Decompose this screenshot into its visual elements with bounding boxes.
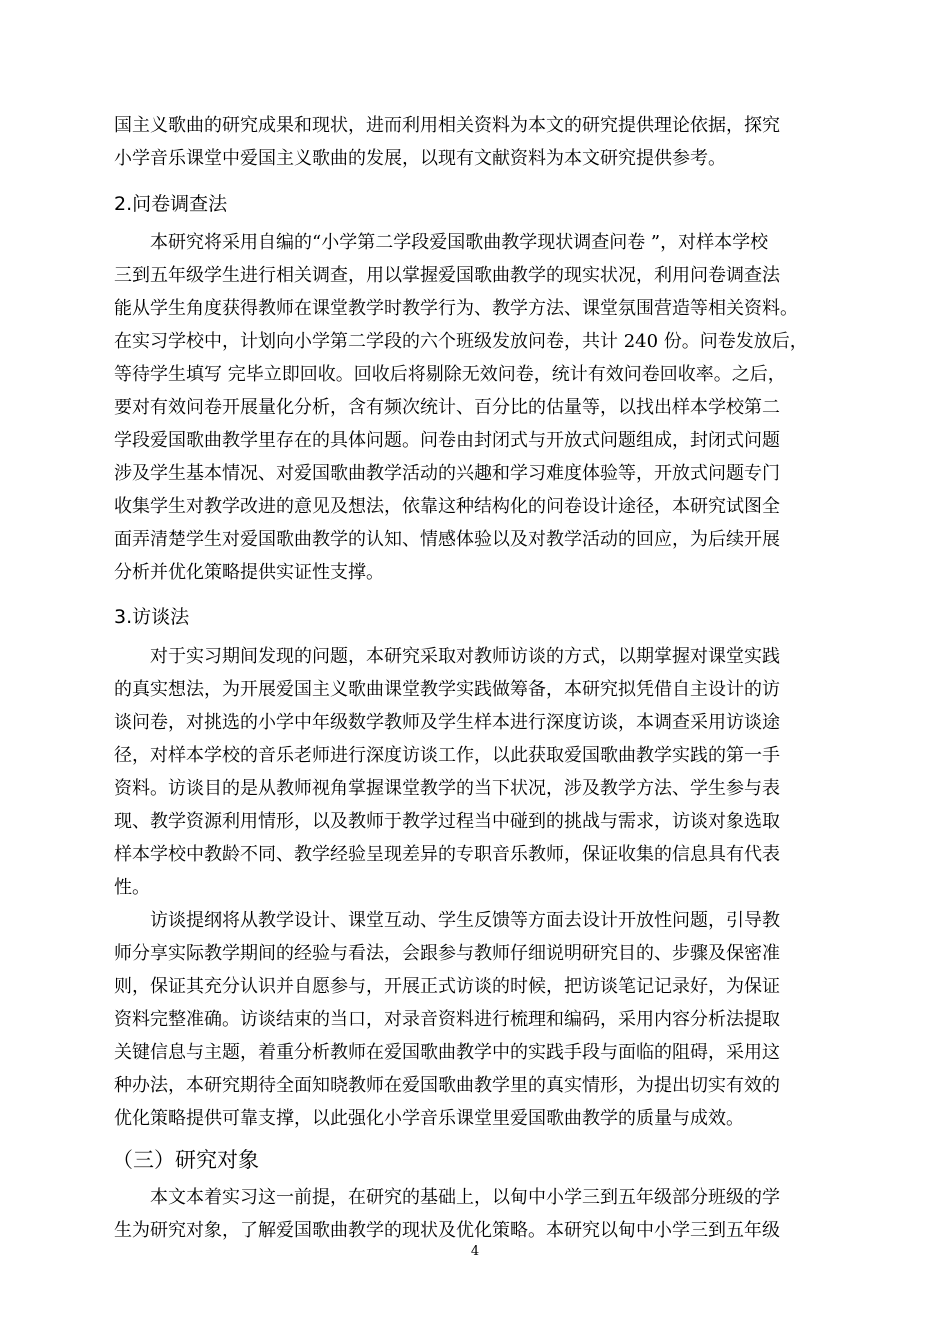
- heading-questionnaire-method: 2.问卷调查法: [114, 193, 228, 215]
- paragraph-1-line-1: 国主义歌曲的研究成果和现状，进而利用相关资料为本文的研究提供理论依据，探究: [114, 115, 780, 136]
- paragraph-4-line-7: 优化策略提供可靠支撑，以此强化小学音乐课堂里爱国歌曲教学的质量与成效。: [114, 1108, 744, 1129]
- page-number: 4: [470, 1244, 480, 1259]
- paragraph-4-line-4: 资料完整准确。访谈结束的当口，对录音资料进行梳理和编码，采用内容分析法提取: [114, 1009, 780, 1030]
- section-heading-research-subjects: （三）研究对象: [112, 1148, 259, 1172]
- paragraph-2-line-6: 要对有效问卷开展量化分析，含有频次统计、百分比的估量等，以找出样本学校第二: [114, 397, 780, 418]
- paragraph-2-line-10: 面弄清楚学生对爱国歌曲教学的认知、情感体验以及对教学活动的回应，为后续开展: [114, 529, 780, 550]
- paragraph-2-line-7: 学段爱国歌曲教学里存在的具体问题。问卷由封闭式与开放式问题组成，封闭式问题: [114, 430, 780, 451]
- paragraph-3-line-4: 径，对样本学校的音乐老师进行深度访谈工作，以此获取爱国歌曲教学实践的第一手: [114, 745, 780, 766]
- paragraph-2-line-11: 分析并优化策略提供实证性支撑。: [114, 562, 384, 583]
- paragraph-2-line-8: 涉及学生基本情况、对爱国歌曲教学活动的兴趣和学习难度体验等，开放式问题专门: [114, 463, 780, 484]
- paragraph-5-line-2: 生为研究对象，了解爱国歌曲教学的现状及优化策略。本研究以甸中小学三到五年级: [114, 1220, 780, 1241]
- paragraph-4-line-3: 则，保证其充分认识并自愿参与，开展正式访谈的时候，把访谈笔记记录好，为保证: [114, 976, 780, 997]
- paragraph-3-line-6: 现、教学资源利用情形，以及教师于教学过程当中碰到的挑战与需求，访谈对象选取: [114, 811, 780, 832]
- paragraph-3-line-7: 样本学校中教龄不同、教学经验呈现差异的专职音乐教师，保证收集的信息具有代表: [114, 844, 780, 865]
- paragraph-2-line-9: 收集学生对教学改进的意见及想法，依靠这种结构化的问卷设计途径，本研究试图全: [114, 496, 780, 517]
- paragraph-2-line-2: 三到五年级学生进行相关调查，用以掌握爱国歌曲教学的现实状况，利用问卷调查法: [114, 265, 780, 286]
- paragraph-3-line-5: 资料。访谈目的是从教师视角掌握课堂教学的当下状况，涉及教学方法、学生参与表: [114, 778, 780, 799]
- paragraph-4-line-6: 种办法，本研究期待全面知晓教师在爱国歌曲教学里的真实情形，为提出切实有效的: [114, 1075, 780, 1096]
- heading-interview-method: 3.访谈法: [114, 606, 190, 628]
- paragraph-3-line-2: 的真实想法，为开展爱国主义歌曲课堂教学实践做筹备，本研究拟凭借自主设计的访: [114, 679, 780, 700]
- paragraph-2-line-4: 在实习学校中，计划向小学第二学段的六个班级发放问卷，共计 240 份。问卷发放后，: [114, 331, 808, 352]
- paragraph-2-line-5: 等待学生填写 完毕立即回收。回收后将剔除无效问卷，统计有效问卷回收率。之后，: [114, 364, 786, 385]
- paragraph-4-line-1: 访谈提纲将从教学设计、课堂互动、学生反馈等方面去设计开放性问题，引导教: [150, 910, 780, 931]
- paragraph-3-line-8: 性。: [114, 877, 150, 898]
- paragraph-5-line-1: 本文本着实习这一前提，在研究的基础上，以甸中小学三到五年级部分班级的学: [150, 1187, 780, 1208]
- paragraph-2-line-3: 能从学生角度获得教师在课堂教学时教学行为、教学方法、课堂氛围营造等相关资料。: [114, 298, 798, 319]
- paragraph-4-line-5: 关键信息与主题，着重分析教师在爱国歌曲教学中的实践手段与面临的阻碍，采用这: [114, 1042, 780, 1063]
- paragraph-3-line-3: 谈问卷，对挑选的小学中年级数学教师及学生样本进行深度访谈，本调查采用访谈途: [114, 712, 780, 733]
- paragraph-3-line-1: 对于实习期间发现的问题，本研究采取对教师访谈的方式，以期掌握对课堂实践: [150, 646, 780, 667]
- paragraph-2-line-1: 本研究将采用自编的“小学第二学段爱国歌曲教学现状调查问卷 ”，对样本学校: [150, 232, 769, 253]
- paragraph-4-line-2: 师分享实际教学期间的经验与看法，会跟参与教师仔细说明研究目的、步骤及保密准: [114, 943, 780, 964]
- paragraph-1-line-2: 小学音乐课堂中爱国主义歌曲的发展，以现有文献资料为本文研究提供参考。: [114, 148, 726, 169]
